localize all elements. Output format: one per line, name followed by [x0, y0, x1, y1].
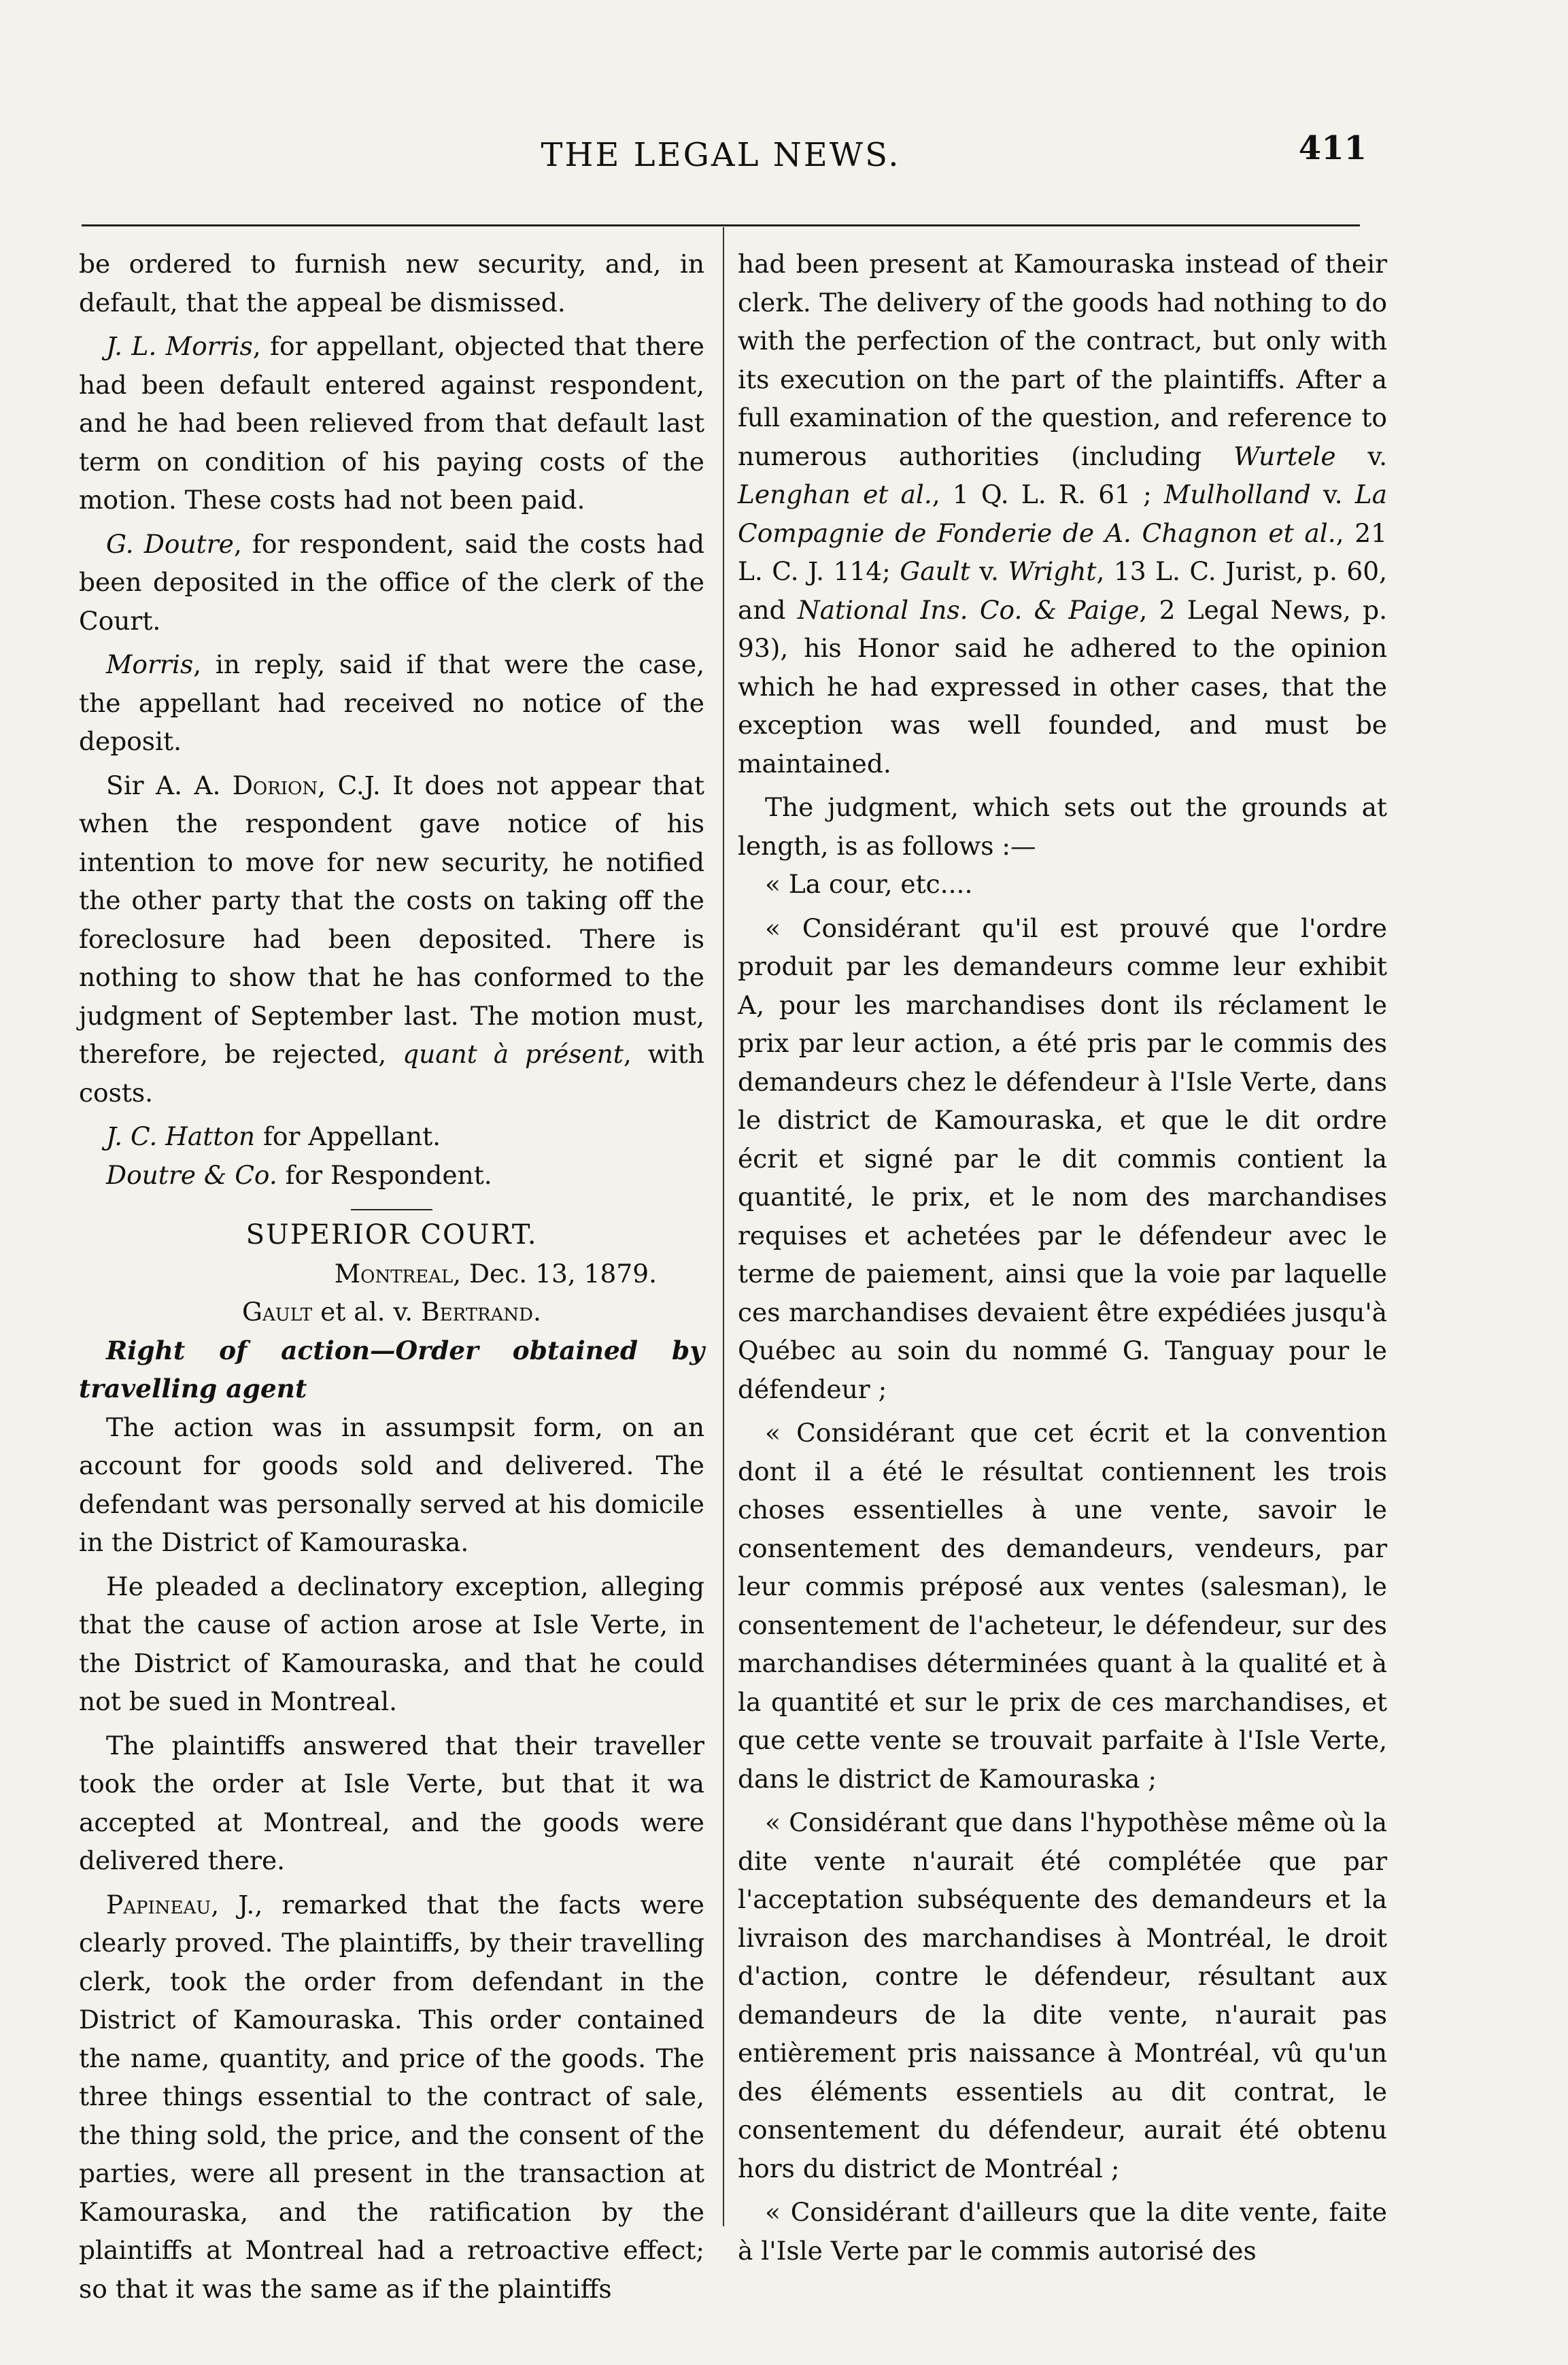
party-plaintiff: Gault	[242, 1297, 313, 1327]
paragraph-text: had been present at Kamouraska instead of their clerk. The delivery of the goods had nothing to do with the perfection of the contract, but only with its execution on the part of the plaintiffs. After a full examination of the question, and reference to numerous authorities (including	[738, 249, 1387, 471]
headnote: Right of action—Order obtained by travelling agent	[79, 1335, 704, 1403]
paragraph-text: , for respondent, said the costs had been deposited in the office of the clerk of the Court.	[79, 528, 704, 636]
paragraph-text: , in reply, said if that were the case, the appellant had received no notice of the deposit.	[79, 649, 704, 756]
left-paragraph-4	[79, 645, 704, 761]
italic-phrase: quant à présent	[403, 1039, 624, 1069]
paragraph-text: , 1 Q. L. R. 61 ;	[932, 479, 1164, 509]
case-end: .	[533, 1297, 541, 1327]
case-citation: La Compagnie de Fonderie de A. Chagnon et al.	[738, 479, 1387, 548]
case-citation: National Ins. Co. & Paige	[797, 594, 1140, 625]
paragraph-text: , with costs.	[79, 1039, 704, 1108]
paragraph-text: v.	[1335, 441, 1387, 471]
column-divider	[723, 227, 724, 2226]
left-paragraph-8: The plaintiffs answered that their traveller took the order at Isle Verte, but that it wa accepted at Montreal, and the goods were delivered there.	[79, 1730, 704, 1875]
case-citation: Wurtele	[1233, 441, 1336, 471]
counsel-name: G. Doutre	[106, 528, 234, 559]
left-paragraph-6: The action was in assumpsit form, on an account for goods sold and delivered. The defendant was personally served at his domicile in the District of Kamouraska.	[79, 1412, 704, 1557]
counsel-role: for Appellant.	[255, 1121, 441, 1151]
case-citation: Lenghan et al.	[738, 479, 932, 509]
counsel-line-appellant	[79, 1117, 704, 1156]
court-title: SUPERIOR COURT.	[245, 1219, 538, 1250]
dateline-place: Montreal	[334, 1258, 454, 1289]
left-paragraph-2	[79, 327, 704, 520]
page-header	[75, 116, 1367, 197]
left-paragraph-1: be ordered to furnish new security, and, in default, that the appeal be dismissed.	[79, 249, 704, 318]
right-paragraph-1	[738, 245, 1387, 783]
case-citation: Mulholland	[1163, 479, 1311, 509]
right-paragraph-2: The judgment, which sets out the grounds at length, is as follows :—	[738, 792, 1387, 861]
left-column	[79, 245, 704, 2308]
header-rule	[82, 224, 1360, 226]
party-defendant: Bertrand	[421, 1297, 534, 1327]
section-divider	[351, 1209, 432, 1210]
left-paragraph-3	[79, 525, 704, 641]
left-paragraph-7: He pleaded a declinatory exception, alleging that the cause of action arose at Isle Verte, in the District of Kamouraska, and that he could not be sued in Montreal.	[79, 1571, 704, 1716]
paragraph-text: , 13 L. C. Jurist, p. 60, and	[738, 556, 1387, 625]
right-column	[738, 245, 1387, 2270]
page-number: 411	[1298, 129, 1367, 167]
case-separator: et al. v.	[312, 1297, 422, 1327]
right-paragraph-7: « Considérant d'ailleurs que la dite vente, faite à l'Isle Verte par le commis autorisé des	[738, 2197, 1387, 2266]
judge-name: Papineau	[106, 1889, 211, 1920]
paragraph-text: , 2 Legal News, p. 93), his Honor said he adhered to the opinion which he had expressed in other cases, that the exception was well founded, and must be maintained.	[738, 594, 1387, 779]
left-paragraph-5	[79, 766, 704, 1112]
judge-name: Dorion	[232, 770, 318, 800]
left-paragraph-9	[79, 1886, 704, 2309]
counsel-name: J. L. Morris	[106, 331, 253, 361]
case-citation: Wright	[1008, 556, 1097, 586]
counsel-name: J. C. Hatton	[106, 1121, 256, 1151]
right-paragraph-3: « La cour, etc....	[765, 869, 973, 899]
counsel-name: Morris	[106, 649, 194, 679]
counsel-line-respondent	[79, 1156, 704, 1195]
case-citation: Gault	[900, 556, 970, 586]
right-paragraph-6: « Considérant que dans l'hypothèse même où la dite vente n'aurait été complétée que par l'acceptation subséquente des demandeurs et la livraison des marchandises à Montréal, le droit d'action, contre le défendeur, résultant aux demandeurs de la dite vente, n'aurait pas entièrement pris naissance à Montréal, vû qu'un des éléments essentiels au dit contrat, le consentement du défendeur, aurait été obtenu hors du district de Montréal ;	[738, 1807, 1387, 2183]
right-paragraph-4: « Considérant qu'il est prouvé que l'ordre produit par les demandeurs comme leur exhibit A, pour les marchandises dont ils réclament le prix par leur action, a été pris par le commis des demandeurs chez le défendeur à l'Isle Verte, dans le district de Kamouraska, et que le dit ordre écrit et signé par le dit commis contient la quantité, le prix, et le nom des marchandises requises et achetées par le défendeur avec le terme de paiement, ainsi que la voie par laquelle ces marchandises devaient être expédiées jusqu'à Québec au soin du nommé G. Tanguay pour le défendeur ;	[738, 913, 1387, 1404]
dateline-date: , Dec. 13, 1879.	[453, 1258, 657, 1289]
judge-title: Sir A. A.	[106, 770, 233, 800]
paragraph-text: , C.J. It does not appear that when the respondent gave notice of his intention to move for new security, he notified the other party that the costs on taking off the foreclosure had been deposited. There is nothing to show that he has conformed to the judgment of September last. The motion must, therefore, be rejected,	[79, 770, 705, 1069]
counsel-role: for Respondent.	[277, 1159, 492, 1190]
paragraph-text: , for appellant, objected that there had been default entered against respondent, and he had been relieved from that default last term on condition of his paying costs of the motion. These costs had not been paid.	[79, 331, 704, 515]
right-paragraph-5: « Considérant que cet écrit et la convention dont il a été le résultat contiennent les trois choses essentielles à une vente, savoir le consentement des demandeurs, vendeurs, par leur commis préposé aux ventes (salesman), le consentement de l'acheteur, le défendeur, sur des marchandises déterminées quant à la qualité et à la quantité et sur le prix de ces marchandises, et que cette vente se trouvait parfaite à l'Isle Verte, dans le district de Kamouraska ;	[738, 1418, 1387, 1794]
paragraph-text: v.	[1310, 479, 1355, 509]
counsel-name: Doutre & Co.	[106, 1159, 277, 1190]
paragraph-text: , 21 L. C. J. 114;	[738, 517, 1388, 586]
case-name	[79, 1293, 704, 1331]
paragraph-text: , J., remarked that the facts were clearly proved. The plaintiffs, by their travelling clerk, took the order from defendant in the District of Kamouraska. This order contained the name, quantity, and price of the goods. The three things essential to the contract of sale, the thing sold, the price, and the consent of the parties, were all present in the transaction at Kamouraska, and the ratification by the plaintiffs at Montreal had a retroactive effect; so that it was the same as if the plaintiffs	[79, 1889, 704, 2304]
running-head: THE LEGAL NEWS.	[541, 136, 901, 174]
paragraph-text: v.	[970, 556, 1008, 586]
dateline	[79, 1255, 704, 1293]
